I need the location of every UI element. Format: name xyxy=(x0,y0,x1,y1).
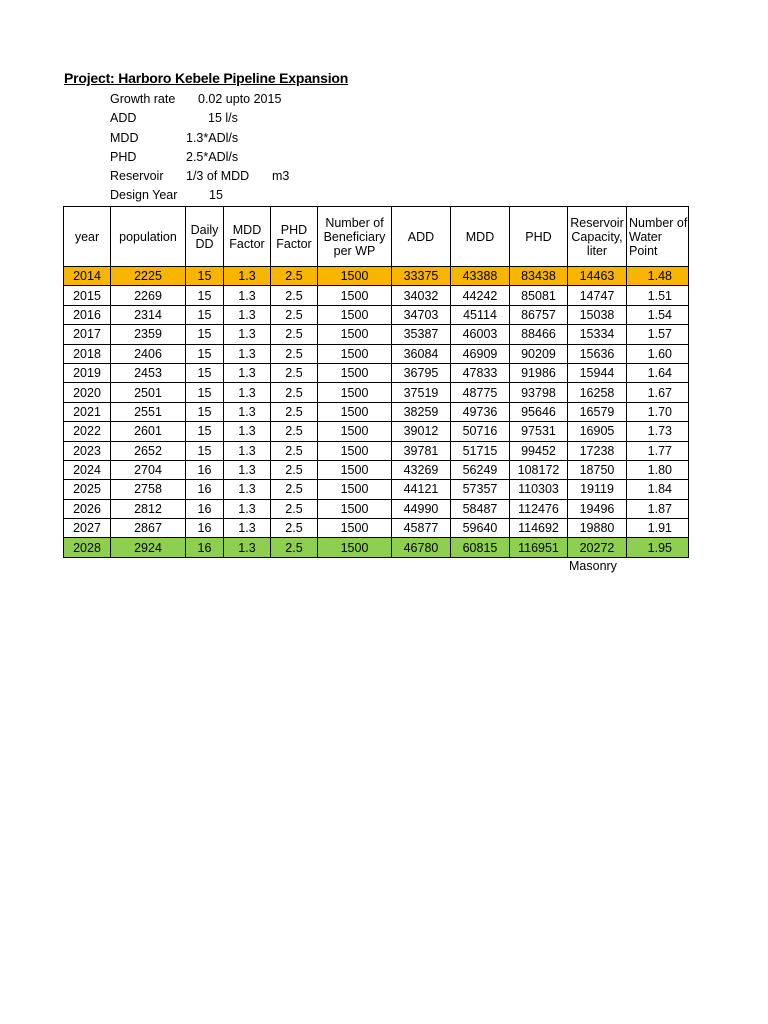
cell-daily-dd: 15 xyxy=(186,441,224,460)
cell-beneficiary: 1500 xyxy=(318,383,392,402)
cell-water-points: 1.87 xyxy=(627,499,689,518)
cell-daily-dd: 15 xyxy=(186,363,224,382)
cell-daily-dd: 15 xyxy=(186,286,224,305)
cell-mdd-factor: 1.3 xyxy=(224,538,271,557)
header-phd: PHD xyxy=(510,207,568,267)
cell-phd: 112476 xyxy=(510,499,568,518)
cell-beneficiary: 1500 xyxy=(318,480,392,499)
cell-mdd: 48775 xyxy=(451,383,510,402)
cell-add: 39012 xyxy=(392,422,451,441)
cell-daily-dd: 16 xyxy=(186,519,224,538)
cell-year: 2028 xyxy=(64,538,111,557)
table-row xyxy=(64,344,689,363)
cell-beneficiary: 1500 xyxy=(318,499,392,518)
cell-mdd: 45114 xyxy=(451,305,510,324)
cell-add: 37519 xyxy=(392,383,451,402)
cell-water-points: 1.77 xyxy=(627,441,689,460)
cell-mdd: 46909 xyxy=(451,344,510,363)
param-label: MDD xyxy=(110,131,139,145)
cell-population: 2812 xyxy=(111,499,186,518)
cell-water-points: 1.54 xyxy=(627,305,689,324)
cell-reservoir: 20272 xyxy=(568,538,627,557)
param-label: ADD xyxy=(110,111,137,125)
cell-population: 2359 xyxy=(111,325,186,344)
cell-reservoir: 16258 xyxy=(568,383,627,402)
header-beneficiary-per-wp: Number of Beneficiary per WP xyxy=(318,207,392,267)
table-row xyxy=(64,441,689,460)
cell-year: 2027 xyxy=(64,519,111,538)
table-row xyxy=(64,363,689,382)
header-year: year xyxy=(64,207,111,267)
cell-population: 2867 xyxy=(111,519,186,538)
cell-mdd: 58487 xyxy=(451,499,510,518)
cell-mdd-factor: 1.3 xyxy=(224,519,271,538)
param-value: 1/3 of MDD xyxy=(186,169,250,183)
table-row xyxy=(64,460,689,479)
cell-add: 43269 xyxy=(392,460,451,479)
cell-water-points: 1.51 xyxy=(627,286,689,305)
table-row xyxy=(64,267,689,286)
cell-water-points: 1.48 xyxy=(627,267,689,286)
cell-population: 2924 xyxy=(111,538,186,557)
param-unit: m3 xyxy=(272,169,290,183)
cell-reservoir: 16579 xyxy=(568,402,627,421)
cell-water-points: 1.60 xyxy=(627,344,689,363)
param-growth-rate xyxy=(110,90,282,109)
cell-year: 2022 xyxy=(64,422,111,441)
cell-phd-factor: 2.5 xyxy=(271,422,318,441)
param-design-year xyxy=(110,186,223,205)
cell-mdd-factor: 1.3 xyxy=(224,441,271,460)
table-row xyxy=(64,383,689,402)
header-water-points: Number of Water Point xyxy=(627,207,689,267)
cell-phd-factor: 2.5 xyxy=(271,383,318,402)
header-daily-dd: Daily DD xyxy=(186,207,224,267)
cell-mdd: 44242 xyxy=(451,286,510,305)
table-row xyxy=(64,519,689,538)
cell-population: 2704 xyxy=(111,460,186,479)
header-add: ADD xyxy=(392,207,451,267)
cell-reservoir: 19496 xyxy=(568,499,627,518)
cell-year: 2016 xyxy=(64,305,111,324)
cell-daily-dd: 16 xyxy=(186,460,224,479)
param-value: 2.5*ADl/s xyxy=(186,150,239,164)
cell-year: 2021 xyxy=(64,402,111,421)
cell-population: 2225 xyxy=(111,267,186,286)
cell-add: 35387 xyxy=(392,325,451,344)
cell-year: 2014 xyxy=(64,267,111,286)
cell-add: 39781 xyxy=(392,441,451,460)
cell-water-points: 1.70 xyxy=(627,402,689,421)
cell-population: 2406 xyxy=(111,344,186,363)
cell-add: 33375 xyxy=(392,267,451,286)
cell-phd-factor: 2.5 xyxy=(271,363,318,382)
cell-beneficiary: 1500 xyxy=(318,363,392,382)
cell-water-points: 1.67 xyxy=(627,383,689,402)
cell-daily-dd: 15 xyxy=(186,344,224,363)
cell-year: 2015 xyxy=(64,286,111,305)
cell-daily-dd: 15 xyxy=(186,402,224,421)
cell-add: 46780 xyxy=(392,538,451,557)
cell-mdd-factor: 1.3 xyxy=(224,480,271,499)
cell-water-points: 1.95 xyxy=(627,538,689,557)
cell-add: 36795 xyxy=(392,363,451,382)
table-row xyxy=(64,538,689,557)
cell-mdd: 43388 xyxy=(451,267,510,286)
cell-water-points: 1.80 xyxy=(627,460,689,479)
cell-phd: 86757 xyxy=(510,305,568,324)
cell-phd: 90209 xyxy=(510,344,568,363)
cell-phd-factor: 2.5 xyxy=(271,480,318,499)
cell-add: 34703 xyxy=(392,305,451,324)
cell-population: 2501 xyxy=(111,383,186,402)
cell-beneficiary: 1500 xyxy=(318,286,392,305)
cell-phd-factor: 2.5 xyxy=(271,305,318,324)
param-value: 0.02 upto 2015 xyxy=(198,92,282,106)
table-row xyxy=(64,305,689,324)
cell-phd-factor: 2.5 xyxy=(271,325,318,344)
cell-phd-factor: 2.5 xyxy=(271,519,318,538)
cell-beneficiary: 1500 xyxy=(318,344,392,363)
cell-water-points: 1.64 xyxy=(627,363,689,382)
cell-beneficiary: 1500 xyxy=(318,267,392,286)
cell-population: 2551 xyxy=(111,402,186,421)
cell-beneficiary: 1500 xyxy=(318,422,392,441)
param-value: 1.3*ADl/s xyxy=(186,131,239,145)
cell-phd-factor: 2.5 xyxy=(271,402,318,421)
table-row xyxy=(64,286,689,305)
cell-water-points: 1.84 xyxy=(627,480,689,499)
param-add xyxy=(110,109,238,128)
cell-mdd-factor: 1.3 xyxy=(224,363,271,382)
cell-phd: 97531 xyxy=(510,422,568,441)
cell-daily-dd: 15 xyxy=(186,422,224,441)
cell-year: 2024 xyxy=(64,460,111,479)
cell-reservoir: 18750 xyxy=(568,460,627,479)
cell-mdd: 46003 xyxy=(451,325,510,344)
project-title: Project: Harboro Kebele Pipeline Expansion xyxy=(64,70,349,86)
param-mdd xyxy=(110,129,239,148)
cell-phd: 85081 xyxy=(510,286,568,305)
cell-beneficiary: 1500 xyxy=(318,460,392,479)
cell-population: 2269 xyxy=(111,286,186,305)
param-phd xyxy=(110,148,239,167)
header-population: population xyxy=(111,207,186,267)
cell-mdd-factor: 1.3 xyxy=(224,422,271,441)
cell-phd: 88466 xyxy=(510,325,568,344)
param-label: PHD xyxy=(110,150,137,164)
cell-beneficiary: 1500 xyxy=(318,325,392,344)
cell-phd: 110303 xyxy=(510,480,568,499)
cell-year: 2023 xyxy=(64,441,111,460)
cell-population: 2601 xyxy=(111,422,186,441)
cell-mdd-factor: 1.3 xyxy=(224,267,271,286)
cell-reservoir: 15038 xyxy=(568,305,627,324)
table-row xyxy=(64,480,689,499)
cell-mdd: 50716 xyxy=(451,422,510,441)
cell-phd: 99452 xyxy=(510,441,568,460)
water-demand-table xyxy=(63,206,689,558)
cell-reservoir: 14463 xyxy=(568,267,627,286)
table-header-row xyxy=(64,207,689,267)
cell-mdd-factor: 1.3 xyxy=(224,460,271,479)
param-value: 15 l/s xyxy=(208,111,238,125)
cell-phd-factor: 2.5 xyxy=(271,460,318,479)
cell-year: 2019 xyxy=(64,363,111,382)
cell-beneficiary: 1500 xyxy=(318,519,392,538)
cell-beneficiary: 1500 xyxy=(318,402,392,421)
cell-phd: 83438 xyxy=(510,267,568,286)
cell-phd-factor: 2.5 xyxy=(271,441,318,460)
cell-population: 2758 xyxy=(111,480,186,499)
cell-year: 2025 xyxy=(64,480,111,499)
cell-phd: 116951 xyxy=(510,538,568,557)
cell-mdd: 57357 xyxy=(451,480,510,499)
cell-phd-factor: 2.5 xyxy=(271,538,318,557)
cell-mdd: 59640 xyxy=(451,519,510,538)
cell-mdd: 47833 xyxy=(451,363,510,382)
cell-daily-dd: 15 xyxy=(186,383,224,402)
cell-water-points: 1.91 xyxy=(627,519,689,538)
header-mdd: MDD xyxy=(451,207,510,267)
cell-beneficiary: 1500 xyxy=(318,441,392,460)
cell-reservoir: 17238 xyxy=(568,441,627,460)
cell-year: 2020 xyxy=(64,383,111,402)
cell-add: 34032 xyxy=(392,286,451,305)
cell-mdd-factor: 1.3 xyxy=(224,305,271,324)
cell-add: 44121 xyxy=(392,480,451,499)
param-reservoir xyxy=(110,167,290,186)
cell-population: 2314 xyxy=(111,305,186,324)
cell-year: 2018 xyxy=(64,344,111,363)
header-mdd-factor: MDD Factor xyxy=(224,207,271,267)
param-label: Growth rate xyxy=(110,92,176,106)
cell-phd: 93798 xyxy=(510,383,568,402)
cell-mdd: 51715 xyxy=(451,441,510,460)
cell-mdd: 56249 xyxy=(451,460,510,479)
cell-mdd-factor: 1.3 xyxy=(224,344,271,363)
cell-reservoir: 15944 xyxy=(568,363,627,382)
cell-water-points: 1.73 xyxy=(627,422,689,441)
cell-add: 44990 xyxy=(392,499,451,518)
cell-daily-dd: 16 xyxy=(186,538,224,557)
cell-mdd-factor: 1.3 xyxy=(224,325,271,344)
cell-phd-factor: 2.5 xyxy=(271,344,318,363)
param-label: Reservoir xyxy=(110,169,164,183)
cell-daily-dd: 15 xyxy=(186,305,224,324)
cell-reservoir: 15334 xyxy=(568,325,627,344)
cell-population: 2652 xyxy=(111,441,186,460)
cell-mdd-factor: 1.3 xyxy=(224,286,271,305)
cell-phd-factor: 2.5 xyxy=(271,286,318,305)
cell-add: 45877 xyxy=(392,519,451,538)
table-row xyxy=(64,422,689,441)
cell-phd-factor: 2.5 xyxy=(271,267,318,286)
cell-add: 36084 xyxy=(392,344,451,363)
cell-daily-dd: 15 xyxy=(186,325,224,344)
cell-reservoir: 14747 xyxy=(568,286,627,305)
cell-reservoir: 19119 xyxy=(568,480,627,499)
cell-mdd-factor: 1.3 xyxy=(224,383,271,402)
header-phd-factor: PHD Factor xyxy=(271,207,318,267)
table-row xyxy=(64,402,689,421)
cell-phd-factor: 2.5 xyxy=(271,499,318,518)
param-value: 15 xyxy=(209,188,223,202)
cell-phd: 108172 xyxy=(510,460,568,479)
cell-mdd: 49736 xyxy=(451,402,510,421)
cell-mdd-factor: 1.3 xyxy=(224,499,271,518)
cell-population: 2453 xyxy=(111,363,186,382)
cell-mdd: 60815 xyxy=(451,538,510,557)
cell-daily-dd: 16 xyxy=(186,480,224,499)
cell-phd: 114692 xyxy=(510,519,568,538)
cell-daily-dd: 15 xyxy=(186,267,224,286)
cell-reservoir: 16905 xyxy=(568,422,627,441)
cell-mdd-factor: 1.3 xyxy=(224,402,271,421)
header-reservoir-capacity: Reservoir Capacity, liter xyxy=(568,207,627,267)
cell-phd: 91986 xyxy=(510,363,568,382)
cell-reservoir: 19880 xyxy=(568,519,627,538)
masonry-note: Masonry xyxy=(569,559,617,573)
cell-year: 2017 xyxy=(64,325,111,344)
cell-daily-dd: 16 xyxy=(186,499,224,518)
cell-year: 2026 xyxy=(64,499,111,518)
cell-beneficiary: 1500 xyxy=(318,305,392,324)
param-label: Design Year xyxy=(110,188,178,202)
cell-phd: 95646 xyxy=(510,402,568,421)
cell-beneficiary: 1500 xyxy=(318,538,392,557)
table-row xyxy=(64,499,689,518)
table-row xyxy=(64,325,689,344)
cell-reservoir: 15636 xyxy=(568,344,627,363)
cell-water-points: 1.57 xyxy=(627,325,689,344)
cell-add: 38259 xyxy=(392,402,451,421)
